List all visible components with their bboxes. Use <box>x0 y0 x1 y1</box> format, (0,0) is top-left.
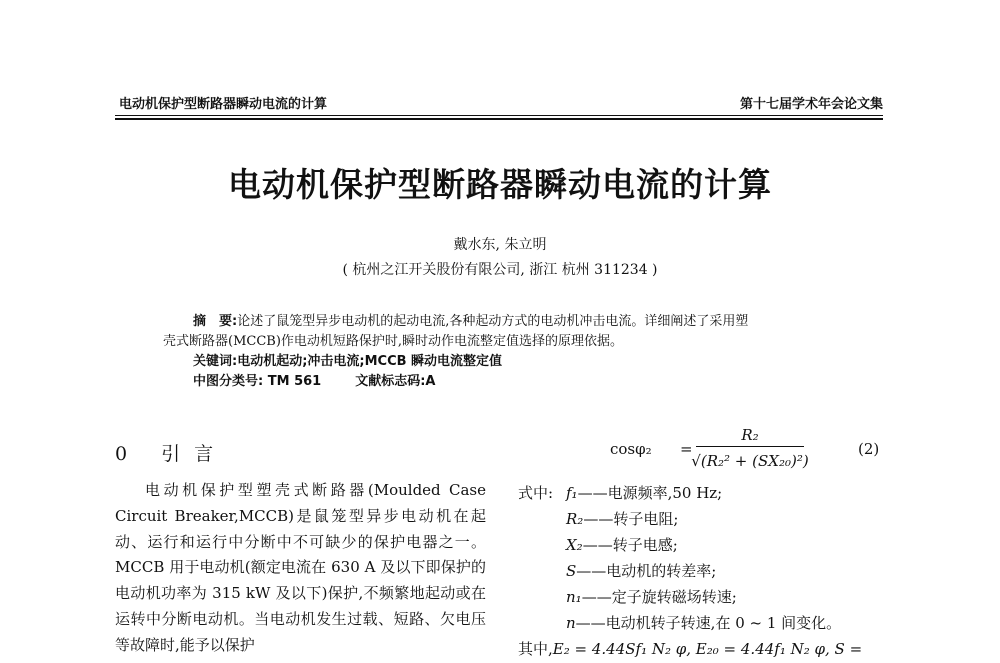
definitions-lead: 式中: <box>518 484 554 502</box>
header-left-title: 电动机保护型断路器瞬动电流的计算 <box>119 97 328 112</box>
keywords-line <box>163 352 863 372</box>
symbol-definitions <box>518 480 890 662</box>
definition-symbol: R₂ <box>566 510 584 528</box>
definition-text: ——定子旋转磁场转速; <box>581 588 737 606</box>
definition-text: ——转子电感; <box>582 536 678 554</box>
definition-row <box>518 584 890 610</box>
emf-lead: 其中, <box>518 640 553 658</box>
header-right-proceedings: 第十七届学术年会论文集 <box>739 97 883 112</box>
definition-symbol: n <box>566 614 576 632</box>
equation-number: (2) <box>858 440 880 458</box>
definition-row <box>518 558 890 584</box>
abstract-line-1 <box>163 312 863 332</box>
abstract-label: 摘 要: <box>193 314 238 329</box>
emf-expression: E₂ = 4.44Sf₁ N₂ φ, E₂₀ = 4.44f₁ N₂ φ, S = <box>552 640 863 658</box>
definition-text: ——电源频率,50 Hz; <box>577 484 723 502</box>
abstract-block <box>163 312 863 392</box>
paper-title: 电动机保护型断路器瞬动电流的计算 <box>228 165 772 204</box>
equation-fraction <box>690 424 810 475</box>
abstract-text-1: 论述了鼠笼型异步电动机的起动电流,各种起动方式的电动机冲击电流。详细阐述了采用塑 <box>237 314 749 329</box>
clc-code: TM 561 <box>267 374 322 389</box>
definition-symbol: S <box>566 562 577 580</box>
keywords: 电动机起动;冲击电流;MCCB 瞬动电流整定值 <box>237 354 503 369</box>
section-title: 引言 <box>161 443 228 465</box>
definition-text: ——转子电阻; <box>583 510 679 528</box>
definition-row <box>518 506 890 532</box>
section-heading <box>115 442 227 466</box>
classification-line <box>163 372 863 392</box>
definition-symbol: X₂ <box>566 536 583 554</box>
equation-denominator: √(R₂² + (SX₂₀)²) <box>691 452 809 470</box>
header-rule-thick <box>115 118 883 120</box>
equation-numerator: R₂ <box>741 426 759 444</box>
equation-2 <box>610 424 890 482</box>
header-rule-thin <box>115 115 883 116</box>
affiliation: ( 杭州之江开关股份有限公司, 浙江 杭州 311234 ) <box>342 262 658 278</box>
doc-code: A <box>425 374 436 389</box>
definition-text: ——电动机的转差率; <box>576 562 717 580</box>
abstract-line-2 <box>163 332 863 352</box>
clc-label: 中图分类号: <box>193 374 264 389</box>
definition-row <box>518 532 890 558</box>
body-column-left <box>115 478 486 659</box>
section-number: 0 <box>115 443 142 465</box>
equation-lhs: cosφ₂ <box>610 440 652 458</box>
definition-symbol: n₁ <box>566 588 582 606</box>
equation-equals: = <box>680 440 693 458</box>
intro-paragraph: 电动机保护型塑壳式断路器(Moulded Case Circuit Breaker,MCCB)是鼠笼型异步电动机在起动、运行和运行中分断中不可缺少的保护电器之一。MCCB 用于电动机(额定电流在 630 A 及以下即保护的电动机功率为 315 kW 及以下)保护,不频繁地起动或在运转中分断电动机。当电动机发生过载、短路、欠电压等故障时,能予以保护 <box>115 481 486 654</box>
authors: 戴水东, 朱立明 <box>453 237 547 253</box>
emf-expression-line <box>518 636 890 662</box>
definition-text: ——电动机转子转速,在 0 ~ 1 间变化。 <box>575 614 842 632</box>
definition-row <box>518 610 890 636</box>
abstract-text-2: 壳式断路器(MCCB)作电动机短路保护时,瞬时动作电流整定值选择的原理依据。 <box>163 334 624 349</box>
doc-code-label: 文献标志码: <box>355 374 426 389</box>
definition-symbol: f₁ <box>566 484 578 502</box>
definition-row <box>518 480 890 506</box>
keywords-label: 关键词: <box>193 354 238 369</box>
running-header <box>115 97 883 121</box>
